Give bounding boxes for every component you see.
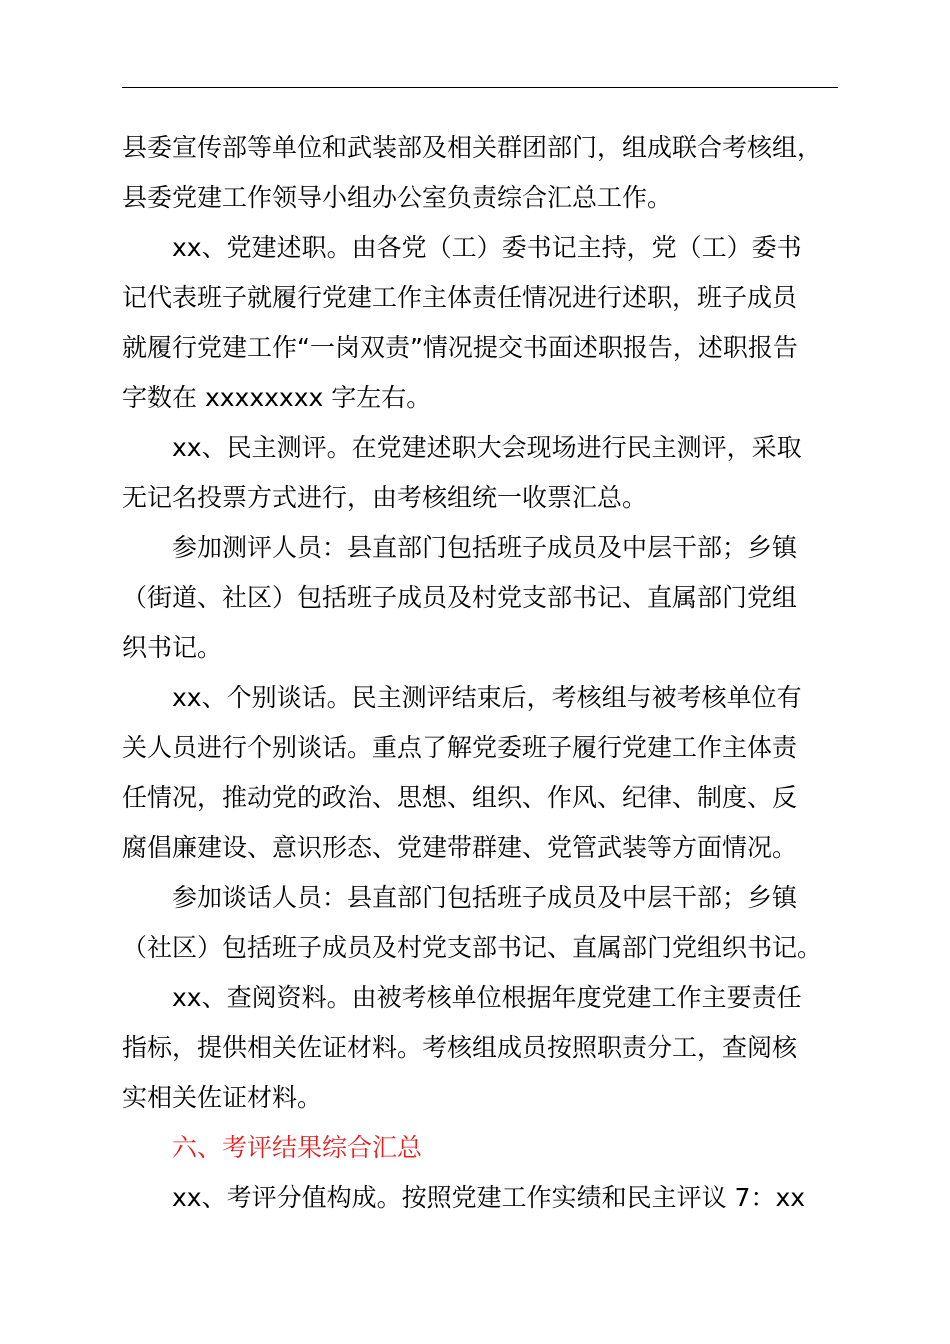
body-line-14: 任情况，推动党的政治、思想、组织、作风、纪律、制度、反 [122, 783, 798, 812]
body-line-13: 关人员进行个别谈话。重点了解党委班子履行党建工作主体责 [122, 733, 798, 762]
body-line-11: 织书记。 [122, 633, 223, 662]
body-line-2: 县委党建工作领导小组办公室负责综合汇总工作。 [122, 183, 673, 212]
body-line-6: 字数在 xxxxxxxx 字左右。 [122, 383, 432, 412]
body-line-22: xx、考评分值构成。按照党建工作实绩和民主评议 7：xx [172, 1183, 806, 1212]
body-line-19: 指标，提供相关佐证材料。考核组成员按照职责分工，查阅核 [122, 1033, 798, 1062]
body-line-10: （街道、社区）包括班子成员及村党支部书记、直属部门党组 [122, 583, 798, 612]
section-heading: 六、考评结果综合汇总 [172, 1133, 423, 1162]
body-line-17: （社区）包括班子成员及村党支部书记、直属部门党组织书记。 [122, 933, 823, 962]
body-line-9: 参加测评人员：县直部门包括班子成员及中层干部；乡镇 [172, 533, 798, 562]
body-line-1: 县委宣传部等单位和武装部及相关群团部门，组成联合考核组， [122, 133, 823, 162]
body-line-12: xx、个别谈话。民主测评结束后，考核组与被考核单位有 [172, 683, 802, 712]
body-line-16: 参加谈话人员：县直部门包括班子成员及中层干部；乡镇 [172, 883, 798, 912]
header-rule [122, 87, 838, 88]
body-line-7: xx、民主测评。在党建述职大会现场进行民主测评，采取 [172, 433, 802, 462]
body-line-3: xx、党建述职。由各党（工）委书记主持，党（工）委书 [172, 233, 802, 262]
body-line-18: xx、查阅资料。由被考核单位根据年度党建工作主要责任 [172, 983, 802, 1012]
body-line-20: 实相关佐证材料。 [122, 1083, 323, 1112]
body-line-5: 就履行党建工作“一岗双责”情况提交书面述职报告，述职报告 [122, 333, 798, 362]
body-line-4: 记代表班子就履行党建工作主体责任情况进行述职，班子成员 [122, 283, 798, 312]
body-line-8: 无记名投票方式进行，由考核组统一收票汇总。 [122, 483, 648, 512]
body-line-15: 腐倡廉建设、意识形态、党建带群建、党管武装等方面情况。 [122, 833, 798, 862]
